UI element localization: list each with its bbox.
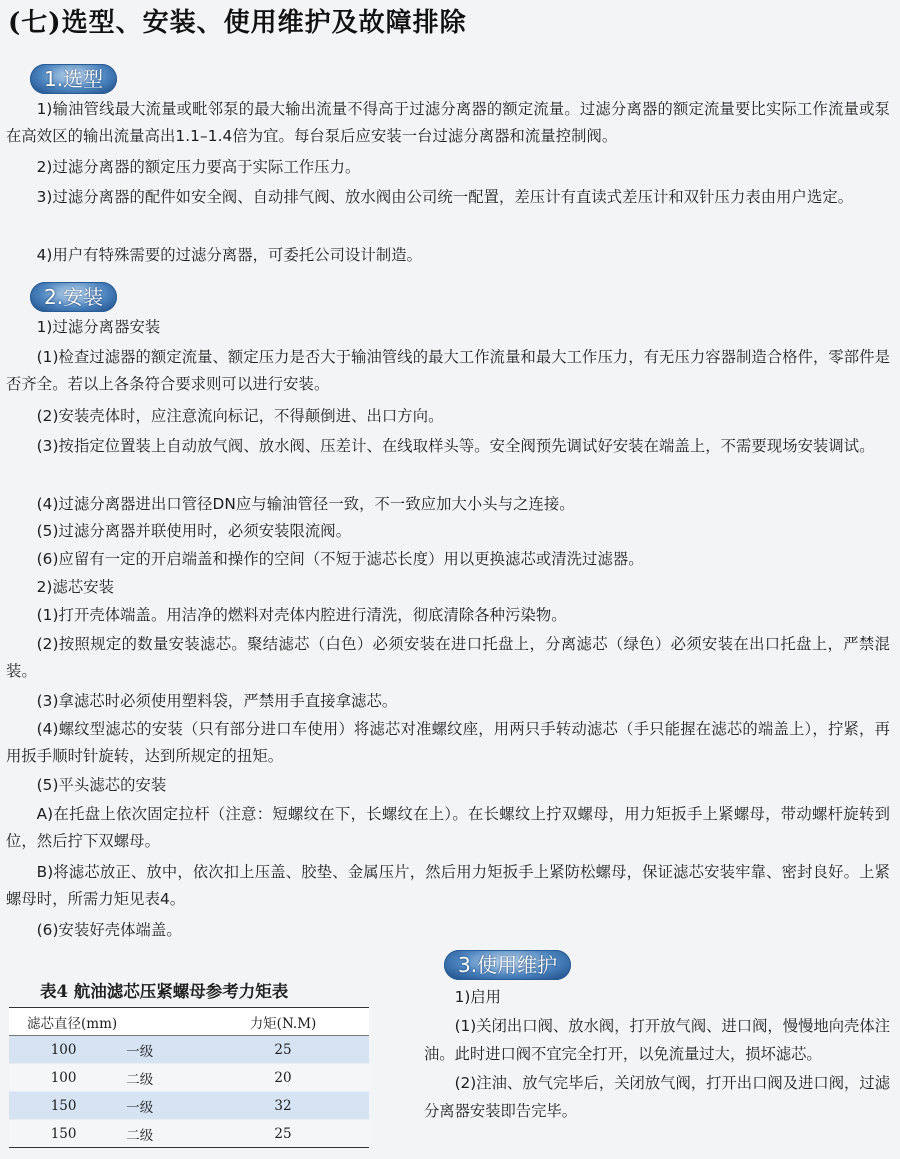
cell-grade: 一级 (82, 1092, 197, 1120)
paragraph: (3)按指定位置装上自动放气阀、放水阀、压差计、在线取样头等。安全阀预先调试好安装在端盖上，不需要现场安装调试。 (36, 437, 875, 455)
paragraph: (2)按照规定的数量安装滤芯。聚结滤芯（白色）必须安装在进口托盘上，分离滤芯（绿色）必须安装在出口托盘上，严禁混装。 (6, 635, 890, 680)
paragraph: 2)过滤分离器的额定压力要高于实际工作压力。 (36, 158, 361, 176)
paragraph: A)在托盘上依次固定拉杆（注意：短螺纹在下，长螺纹在上）。在长螺纹上拧双螺母，用力矩扳手上紧螺母，带动螺杆旋转到位，然后拧下双螺母。 (6, 805, 890, 850)
paragraph: (2)注油、放气完毕后，关闭放气阀，打开出口阀及进口阀，过滤分离器安装即告完毕。 (424, 1073, 890, 1120)
table-caption: 表4 航油滤芯压紧螺母参考力矩表 (40, 982, 289, 1001)
torque-table (9, 1007, 369, 1148)
paragraph: (6)安装好壳体端盖。 (36, 921, 182, 939)
paragraph: B)将滤芯放正、放中，依次扣上压盖、胶垫、金属压片，然后用力矩扳手上紧防松螺母，保证滤芯安装牢靠、密封良好。上紧螺母时，所需力矩见表4。 (6, 863, 890, 908)
paragraph: (4)螺纹型滤芯的安装（只有部分进口车使用）将滤芯对准螺纹座，用两只手转动滤芯（手只能握在滤芯的端盖上），拧紧，再用扳手顺时针旋转，达到所规定的扭矩。 (6, 720, 890, 765)
table-header-row (9, 1008, 369, 1036)
cell-grade: 二级 (82, 1120, 197, 1148)
paragraph: 1)过滤分离器安装 (36, 318, 161, 336)
cell-grade: 二级 (82, 1064, 197, 1092)
paragraph: (5)过滤分离器并联使用时，必须安装限流阀。 (36, 522, 352, 540)
table-row (9, 1120, 369, 1148)
paragraph: (1)检查过滤器的额定流量、额定压力是否大于输油管线的最大工作流量和最大工作压力，有无压力容器制造合格件，零部件是否齐全。若以上各条符合要求则可以进行安装。 (6, 348, 890, 393)
cell-grade: 一级 (82, 1036, 197, 1064)
paragraph: (6)应留有一定的开启端盖和操作的空间（不短于滤芯长度）用以更换滤芯或清洗过滤器。 (36, 550, 644, 568)
table-row (9, 1092, 369, 1120)
paragraph: (2)安装壳体时，应注意流向标记，不得颠倒进、出口方向。 (36, 407, 444, 425)
paragraph: (1)关闭出口阀、放水阀，打开放气阀、进口阀，慢慢地向壳体注油。此时进口阀不宜完全打开，以免流量过大，损坏滤芯。 (424, 1016, 890, 1063)
cell-torque: 25 (197, 1036, 369, 1064)
column-header-diameter: 滤芯直径(mm) (9, 1008, 197, 1036)
cell-torque: 25 (197, 1120, 369, 1148)
cell-diameter: 150 (9, 1120, 82, 1148)
paragraph: (3)拿滤芯时必须使用塑料袋，严禁用手直接拿滤芯。 (36, 692, 398, 710)
paragraph: 4)用户有特殊需要的过滤分离器，可委托公司设计制造。 (36, 246, 423, 264)
section-badge-selection: 1.选型 (30, 64, 117, 94)
cell-diameter: 150 (9, 1092, 82, 1120)
paragraph: (5)平头滤芯的安装 (36, 776, 167, 794)
paragraph: 1)输油管线最大流量或毗邻泵的最大输出流量不得高于过滤分离器的额定流量。过滤分离器的额定流量要比实际工作流量或泵在高效区的输出流量高出1.1–1.4倍为宜。每台泵后应安装一台过滤分离器和流量控制阀。 (6, 100, 890, 145)
column-header-torque: 力矩(N.M) (197, 1008, 369, 1036)
paragraph: 1)启用 (454, 988, 501, 1006)
cell-torque: 20 (197, 1064, 369, 1092)
table-row (9, 1036, 369, 1064)
section-badge-maintenance: 3.使用维护 (444, 950, 571, 980)
maintenance-column (424, 983, 890, 1126)
table-row (9, 1064, 369, 1092)
section-badge-installation: 2.安装 (30, 282, 117, 312)
paragraph: (4)过滤分离器进出口管径DN应与输油管径一致，不一致应加大小头与之连接。 (36, 495, 575, 513)
page-title: (七)选型、安装、使用维护及故障排除 (8, 8, 467, 38)
cell-torque: 32 (197, 1092, 369, 1120)
paragraph: 3)过滤分离器的配件如安全阀、自动排气阀、放水阀由公司统一配置，差压计有直读式差压计和双针压力表由用户选定。 (36, 188, 854, 206)
cell-diameter: 100 (9, 1064, 82, 1092)
cell-diameter: 100 (9, 1036, 82, 1064)
paragraph: (1)打开壳体端盖。用洁净的燃料对壳体内腔进行清洗，彻底清除各种污染物。 (36, 606, 567, 624)
paragraph: 2)滤芯安装 (36, 578, 115, 596)
